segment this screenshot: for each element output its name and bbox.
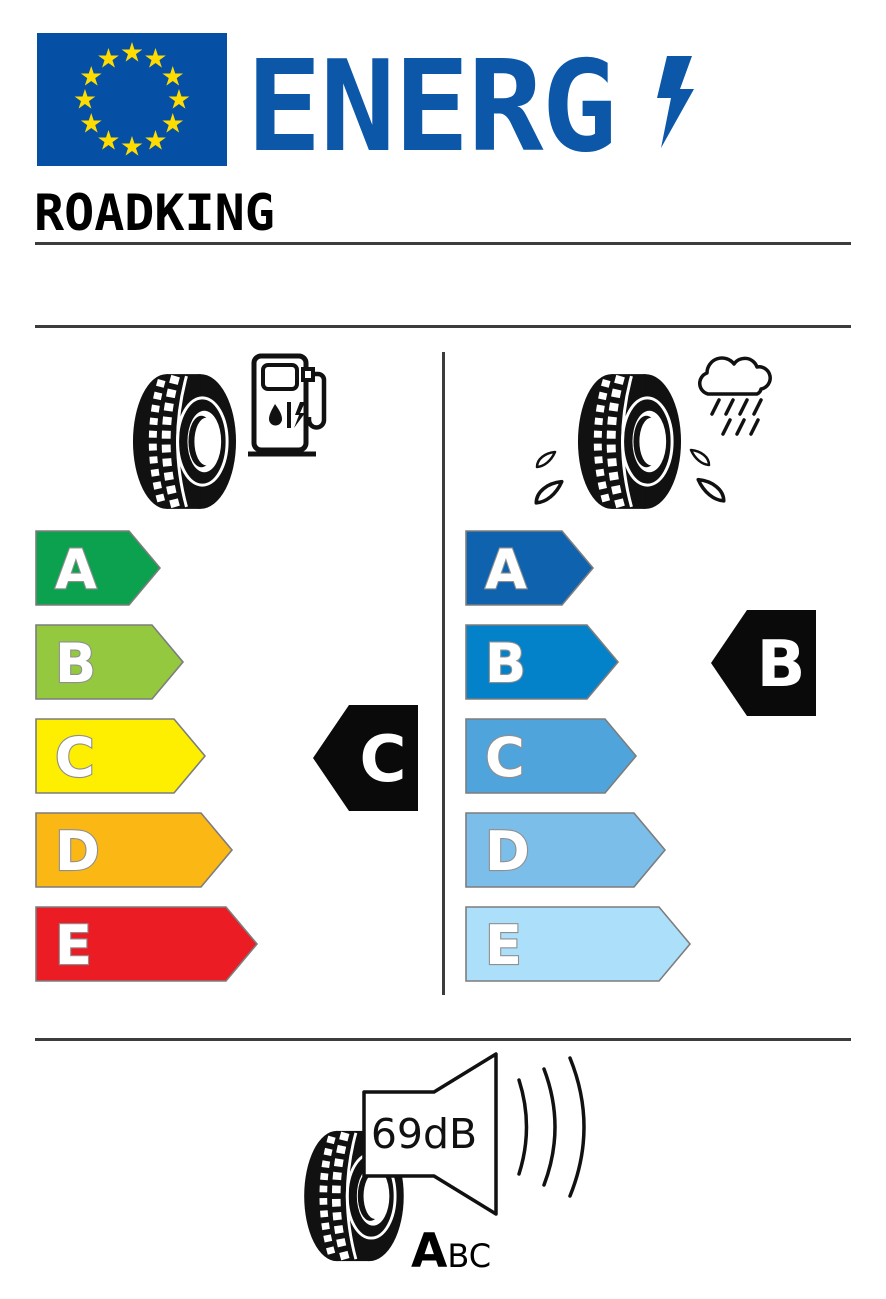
eu-star-icon: ★ — [166, 84, 192, 116]
scale-arrow-e — [35, 906, 259, 982]
scale-arrow-b — [465, 624, 620, 700]
scale-arrow-letter: C — [55, 726, 95, 789]
eu-star-icon: ★ — [160, 61, 185, 92]
scale-arrow-e — [465, 906, 692, 982]
scale-arrow-c — [35, 718, 207, 794]
lightning-bolt-icon — [652, 56, 700, 148]
scale-arrow-letter: D — [55, 820, 100, 883]
tire-icon — [574, 372, 683, 511]
energ-logo-text: ENERG — [246, 33, 616, 180]
fuel-pump-icon — [248, 350, 330, 462]
eu-star-icon: ★ — [143, 125, 168, 157]
water-splash-icon — [534, 450, 558, 470]
eu-star-icon: ★ — [160, 108, 185, 139]
eu-star-icon: ★ — [79, 108, 104, 139]
divider-line — [35, 242, 851, 245]
eu-star-icon: ★ — [119, 37, 145, 69]
eu-star-icon: ★ — [72, 84, 98, 116]
scale-arrow-letter: B — [485, 632, 527, 695]
noise-remaining-classes: BC — [447, 1237, 492, 1275]
scale-arrow-d — [465, 812, 667, 888]
rain-cloud-icon — [686, 348, 778, 440]
scale-arrow-letter: A — [485, 538, 527, 601]
fuel-rating-letter: C — [359, 723, 407, 797]
scale-arrow-letter: C — [485, 726, 525, 789]
scale-arrow-a — [465, 530, 595, 606]
eu-flag — [37, 33, 227, 166]
scale-arrow-c — [465, 718, 638, 794]
scale-arrow-letter: A — [55, 538, 97, 601]
scale-arrow-letter: D — [485, 820, 530, 883]
eu-star-icon: ★ — [96, 43, 121, 75]
scale-arrow-b — [35, 624, 185, 700]
divider-line — [35, 325, 851, 328]
column-divider — [442, 352, 445, 995]
scale-arrow-letter: E — [55, 914, 92, 977]
eu-star-icon: ★ — [96, 125, 121, 157]
divider-line — [35, 1038, 851, 1041]
scale-arrow-letter: E — [485, 914, 522, 977]
scale-arrow-d — [35, 812, 234, 888]
wet-grip-rating-indicator — [709, 606, 819, 720]
scale-arrow-letter: B — [55, 632, 97, 695]
noise-rating-letter: A — [411, 1224, 448, 1279]
tire-icon — [129, 372, 238, 511]
water-splash-icon — [532, 478, 566, 508]
fuel-efficiency-rating-indicator — [311, 701, 421, 815]
sound-waves-icon — [512, 1052, 597, 1202]
noise-db-value: 69dB — [370, 1110, 478, 1158]
wet-grip-rating-letter: B — [756, 628, 806, 702]
water-splash-icon — [688, 448, 712, 468]
noise-class-rating — [411, 1224, 491, 1279]
scale-arrow-a — [35, 530, 162, 606]
water-splash-icon — [694, 476, 728, 506]
brand-name: ROADKING — [34, 184, 275, 242]
eu-star-icon: ★ — [119, 131, 145, 163]
eu-star-icon: ★ — [143, 43, 168, 75]
eu-star-icon: ★ — [79, 61, 104, 92]
